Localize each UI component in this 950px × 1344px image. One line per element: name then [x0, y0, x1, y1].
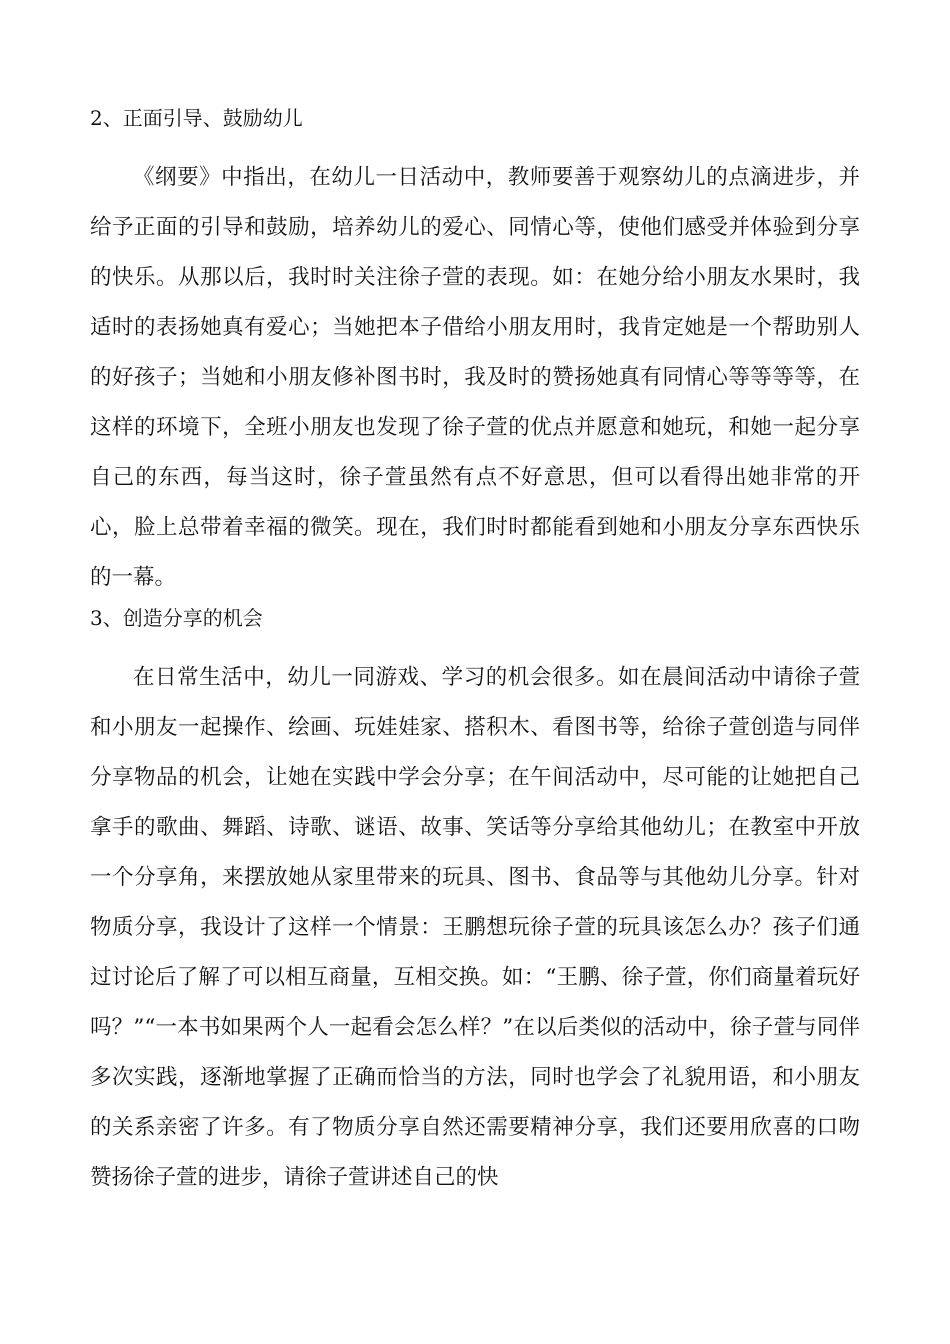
section-paragraph-2: 《纲要》中指出，在幼儿一日活动中，教师要善于观察幼儿的点滴进步，并给予正面的引导和鼓励，培养幼儿的爱心、同情心等，使他们感受并体验到分享的快乐。从那以后，我时时关注徐子萱的表现。如：在她分给小朋友水果时，我适时的表扬她真有爱心；当她把本子借给小朋友用时，我肯定她是一个帮助别人的好孩子；当她和小朋友修补图书时，我及时的赞扬她真有同情心等等等等，在这样的环境下，全班小朋友也发现了徐子萱的优点并愿意和她玩，和她一起分享自己的东西，每当这时，徐子萱虽然有点不好意思，但可以看得出她非常的开心，脸上总带着幸福的微笑。现在，我们时时都能看到她和小朋友分享东西快乐的一幕。	[90, 165, 860, 590]
section-heading-3: 3、创造分享的机会	[90, 606, 263, 630]
section-heading-2: 2、正面引导、鼓励幼儿	[90, 106, 303, 130]
document-page	[90, 103, 860, 1203]
section-paragraph-3: 在日常生活中，幼儿一同游戏、学习的机会很多。如在晨间活动中请徐子萱和小朋友一起操作、绘画、玩娃娃家、搭积木、看图书等，给徐子萱创造与同伴分享物品的机会，让她在实践中学会分享；在午间活动中，尽可能的让她把自己拿手的歌曲、舞蹈、诗歌、谜语、故事、笑话等分享给其他幼儿；在教室中开放一个分享角，来摆放她从家里带来的玩具、图书、食品等与其他幼儿分享。针对物质分享，我设计了这样一个情景：王鹏想玩徐子萱的玩具该怎么办？孩子们通过讨论后了解了可以相互商量，互相交换。如：“王鹏、徐子萱，你们商量着玩好吗？”“一本书如果两个人一起看会怎么样？”在以后类似的活动中，徐子萱与同伴多次实践，逐渐地掌握了正确而恰当的方法，同时也学会了礼貌用语，和小朋友的关系亲密了许多。有了物质分享自然还需要精神分享，我们还要用欣喜的口吻赞扬徐子萱的进步，请徐子萱讲述自己的快	[90, 665, 860, 1190]
